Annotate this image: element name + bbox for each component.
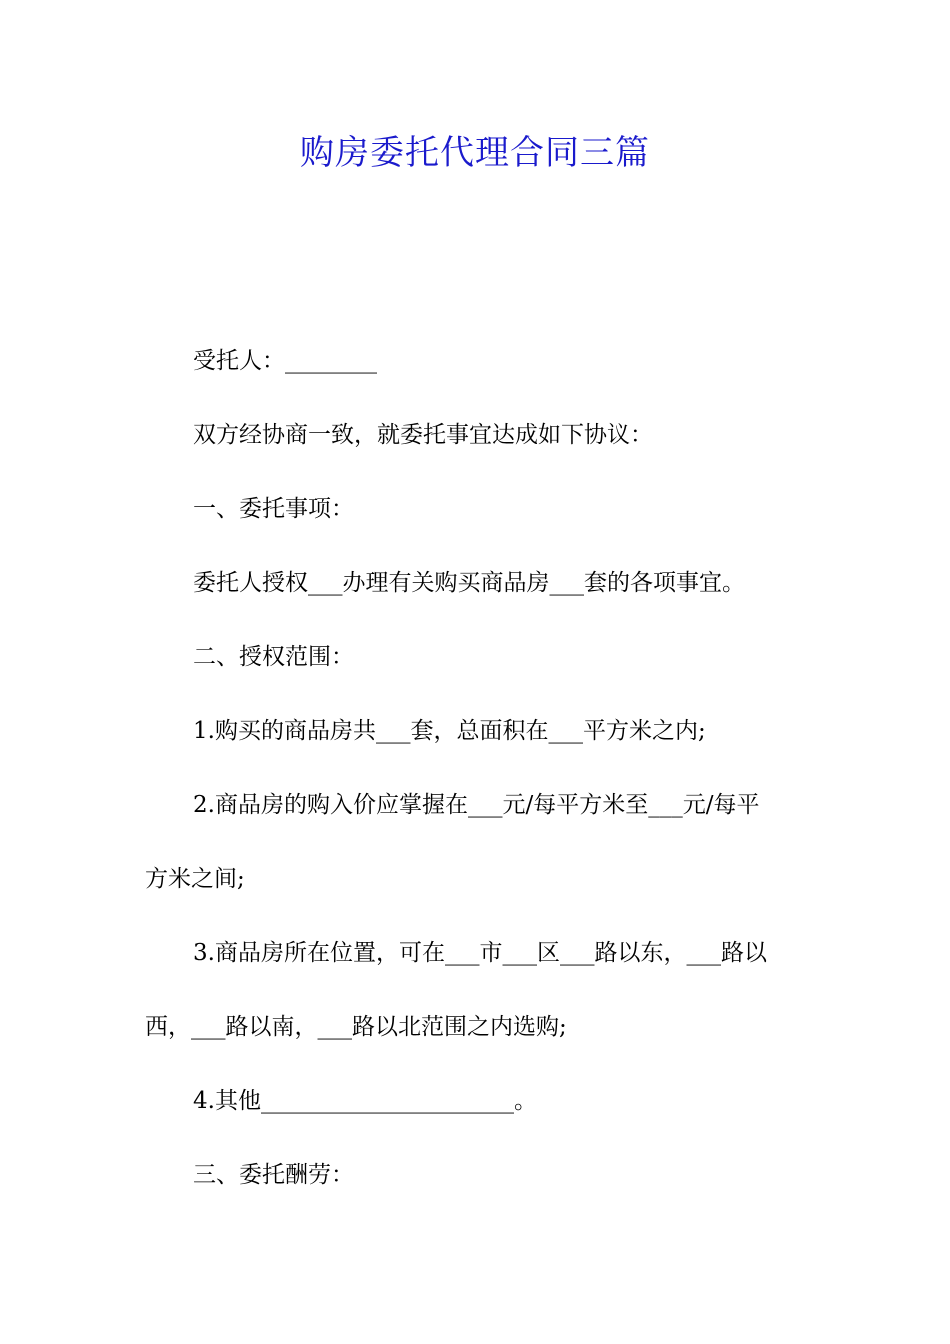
section-2-heading: [145, 620, 810, 694]
paragraph-line: 3.商品房所在位置，可在___市___区___路以东，___路以: [193, 940, 767, 966]
list-item-4: [145, 1064, 810, 1138]
paragraph-line: 三、委托酬劳：: [193, 1162, 354, 1188]
list-item-1: [145, 694, 810, 768]
paragraph-line: 委托人授权___办理有关购买商品房___套的各项事宜。: [193, 570, 745, 596]
paragraph-line: 二、授权范围：: [193, 644, 354, 670]
paragraph-line: 1.购买的商品房共___套，总面积在___平方米之内;: [193, 718, 706, 744]
paragraph-line: 受托人：________: [193, 348, 377, 374]
paragraph-line-continued: 西，___路以南，___路以北范围之内选购;: [145, 1014, 567, 1040]
paragraph-line: 2.商品房的购入价应掌握在___元/每平方米至___元/每平: [193, 792, 760, 818]
section-1-body: [145, 546, 810, 620]
list-item-2: [145, 768, 810, 916]
list-item-3: [145, 916, 810, 1064]
section-3-heading: [145, 1138, 810, 1212]
paragraph-agreement: [145, 398, 810, 472]
paragraph-line: 双方经协商一致，就委托事宜达成如下协议：: [193, 422, 653, 448]
paragraph-line-continued: 方米之间;: [145, 866, 245, 892]
section-1-heading: [145, 472, 810, 546]
paragraph-line: 一、委托事项：: [193, 496, 354, 522]
document-title: 购房委托代理合同三篇: [300, 133, 650, 173]
paragraph-trustee: [145, 324, 810, 398]
paragraph-line: 4.其他______________________。: [193, 1088, 537, 1114]
